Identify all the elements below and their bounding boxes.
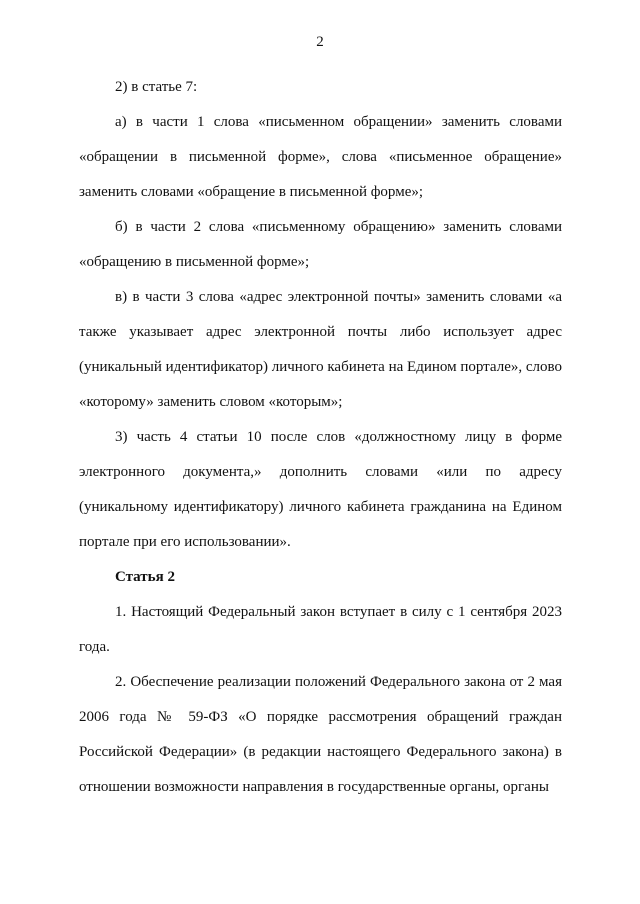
paragraph-item-3: 3) часть 4 статьи 10 после слов «должностному лицу в форме электронного документа,» дополнить словами «или по адресу (уникальному идентификатору) личного кабинета гражданина на Едином портале при его использовании».: [79, 429, 562, 550]
paragraph-subitem-b: б) в части 2 слова «письменному обращению» заменить словами «обращению в письменной форме»;: [79, 219, 562, 270]
paragraph-subitem-v: в) в части 3 слова «адрес электронной почты» заменить словами «а также указывает адрес электронной почты либо использует адрес (уникальный идентификатор) личного кабинета на Едином портале», слово «которому» заменить словом «которым»;: [79, 289, 562, 410]
page-number: 2: [316, 34, 324, 50]
paragraph-article2-part2: 2. Обеспечение реализации положений Федерального закона от 2 мая 2006 года № 59-ФЗ «О порядке рассмотрения обращений граждан Российской Федерации» (в редакции настоящего Федерального закона) в отношении возможности направления в государственные органы, органы: [79, 674, 562, 795]
document-body: [79, 70, 562, 805]
paragraph-article2-part1: 1. Настоящий Федеральный закон вступает в силу с 1 сентября 2023 года.: [79, 604, 562, 655]
paragraph-subitem-a: а) в части 1 слова «письменном обращении» заменить словами «обращении в письменной форме», слова «письменное обращение» заменить словами «обращение в письменной форме»;: [79, 114, 562, 200]
article-heading: Статья 2: [115, 569, 175, 585]
paragraph-item-2: 2) в статье 7:: [115, 79, 198, 95]
